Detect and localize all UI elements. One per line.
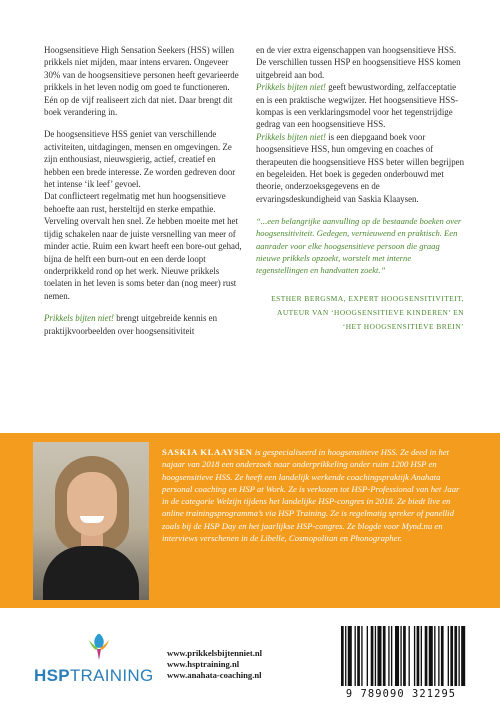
blurb-paragraph-6	[256, 81, 464, 131]
attribution-line: ESTHER BERGSMA, EXPERT HOOGSENSITIVITEIT,	[271, 294, 464, 304]
barcode-bar	[367, 626, 368, 686]
barcode-bar	[438, 626, 439, 686]
hummingbird-icon	[84, 632, 114, 662]
barcode-bar	[414, 626, 415, 686]
blurb-paragraph-7-text: is een diepgaand boek voor hoogsensitieve HSS, hun omgeving en coaches of therapeuten die hoogsensitieve HSS beter willen begrijpen en begeleiden. Het boek is gegeden onderbouwd met theorie, onderzoeksgegevens en de ervaringsdeskundigheid van Saskia Klaaysen.	[256, 131, 465, 204]
book-title-inline: Prikkels bijten niet!	[44, 313, 114, 324]
barcode-bar	[391, 626, 392, 686]
barcode-bar	[421, 626, 422, 686]
book-title-inline: Prikkels bijten niet!	[256, 82, 326, 93]
barcode-bar	[441, 626, 444, 686]
attribution-line: AUTEUR VAN ‘HOOGSENSITIEVE KINDEREN’ EN	[276, 308, 464, 318]
barcode-bar	[448, 626, 449, 686]
barcode-bar	[355, 626, 356, 686]
barcode-bar	[388, 626, 389, 686]
barcode-bar	[371, 626, 374, 686]
barcode-bar	[375, 626, 376, 686]
author-bio	[162, 446, 466, 544]
author-name: SASKIA KLAAYSEN	[162, 447, 253, 457]
barcode-bar	[450, 626, 453, 686]
barcode-bars	[331, 624, 471, 686]
barcode-bar	[383, 626, 386, 686]
barcode-bar	[395, 626, 399, 686]
blurb-paragraph-7	[256, 131, 464, 205]
logo-wordmark: HSPTRAINING	[34, 666, 154, 685]
barcode-bar	[348, 626, 352, 686]
barcode-bar	[400, 626, 401, 686]
barcode-bar	[341, 626, 344, 686]
hsp-training-logo	[34, 632, 154, 696]
blurb-paragraph-4-text: brengt uitgebreide kennis en praktijkvoorbeelden over hoogsensitiviteit	[44, 313, 218, 336]
isbn-number: 9 789090 321295	[345, 688, 457, 700]
blurb-paragraph-4	[44, 312, 242, 337]
barcode-bar	[461, 626, 465, 686]
book-title-inline: Prikkels bijten niet!	[256, 131, 326, 142]
isbn-barcode	[331, 624, 471, 706]
barcode-bar	[417, 626, 420, 686]
website-link[interactable]: www.hsptraining.nl	[167, 659, 240, 669]
barcode-bar	[425, 626, 428, 686]
barcode-bar	[357, 626, 360, 686]
barcode-bar	[361, 626, 362, 686]
blurb-paragraph-2: De hoogsensitieve HSS geniet van verschillende activiteiten, uitdagingen, mensen en omgevingen. Ze zijn enthousiast, nieuwsgierig, actief, creatief en hebben een brede interesse. Ze worden gedreven door het intense ‘ik leef’ gevoel.	[44, 129, 236, 190]
blurb-paragraph-3: Dat conflicteert regelmatig met hun hoogsensitieve behoefte aan rust, hersteltijd en sterke empathie. Verveling overvalt hen snel. Ze hebben moeite met het tijdig schakelen naar de juiste versnelling van meer of minder actie. Ruim een kwart heeft een bore-out gehad, bijna de helft een burn-out en een derde loopt onderprikkeld rond op het werk. Nieuwe prikkels toelaten in het leven is soms beter dan (nog meer) rust nemen.	[44, 191, 242, 301]
author-bio-text: is gespecialiseerd in hoogsensitieve HSS. Ze deed in het najaar van 2018 een onderzoek naar onderprikkeling onder ruim 1200 HSP en hoogsensitieve HSS. Ze heeft een landelijk werkende coachingspraktijk Anahata personal coaching en HSP at Work. Ze is verkozen tot HSP-Professional van het Jaar in de categorie Welzijn tijdens het landelijke HSP-congres in 2018. Ze biedt live en online trainingsprogramma’s via HSP Training. Ze is regelmatig spreker of panellid zoals bij de HSP Day en het jaarlijkse HSP-congres. Ze blogde voor Mynd.nu en interviews verschenen in de Libelle, Cosmopolitan en Phonographer.	[162, 447, 460, 544]
blurb-paragraph-1: Hoogsensitieve High Sensation Seekers (HSS) willen prikkels niet mijden, maar intens ervaren. Ongeveer 30% van de hoogsensitieve personen heeft gevarieerde prikkels in het leven nodig om goed te functioneren. Eén op de vijf realiseert zich dat niet. Daar brengt dit boek verandering in.	[44, 45, 239, 118]
barcode-bar	[409, 626, 410, 686]
endorsement-attribution	[256, 292, 464, 334]
barcode-bar	[345, 626, 346, 686]
website-links	[167, 648, 262, 681]
barcode-bar	[458, 626, 459, 686]
blurb-left-column	[44, 44, 242, 347]
website-link[interactable]: www.anahata-coaching.nl	[167, 670, 262, 680]
barcode-bar	[429, 626, 433, 686]
blurb-paragraph-5: en de vier extra eigenschappen van hoogsensitieve HSS. De verschillen tussen HSP en hoogsensitieve HSS komen uitgebreid aan bod.	[256, 45, 461, 80]
author-photo	[33, 442, 149, 600]
barcode-bar	[454, 626, 457, 686]
barcode-bar	[403, 626, 406, 686]
endorsement-quote: “...een belangrijke aanvulling op de bestaande boeken over hoogsensitiviteit. Gedegen, vernieuwend en praktisch. Een aanrader voor elke hoogsensitieve persoon die graag nieuwe prikkels opzoekt, worstelt met interne tegenstellingen en handvatten zoekt.”	[256, 216, 462, 276]
blurb-paragraph-6-text: geeft bewustwording, zelfacceptatie en is een praktische wegwijzer. Het hoogsensitieve HSS-kompas is een verklaringsmodel voor het tegenstrijdige gedrag van een hoogsensitieve HSS.	[256, 82, 459, 130]
website-link[interactable]: www.prikkelsbijtenniet.nl	[167, 648, 263, 658]
barcode-bar	[434, 626, 435, 686]
attribution-line: ‘HET HOOGSENSITIEVE BREIN’	[342, 322, 464, 332]
blurb-right-column	[256, 44, 464, 334]
barcode-bar	[377, 626, 381, 686]
